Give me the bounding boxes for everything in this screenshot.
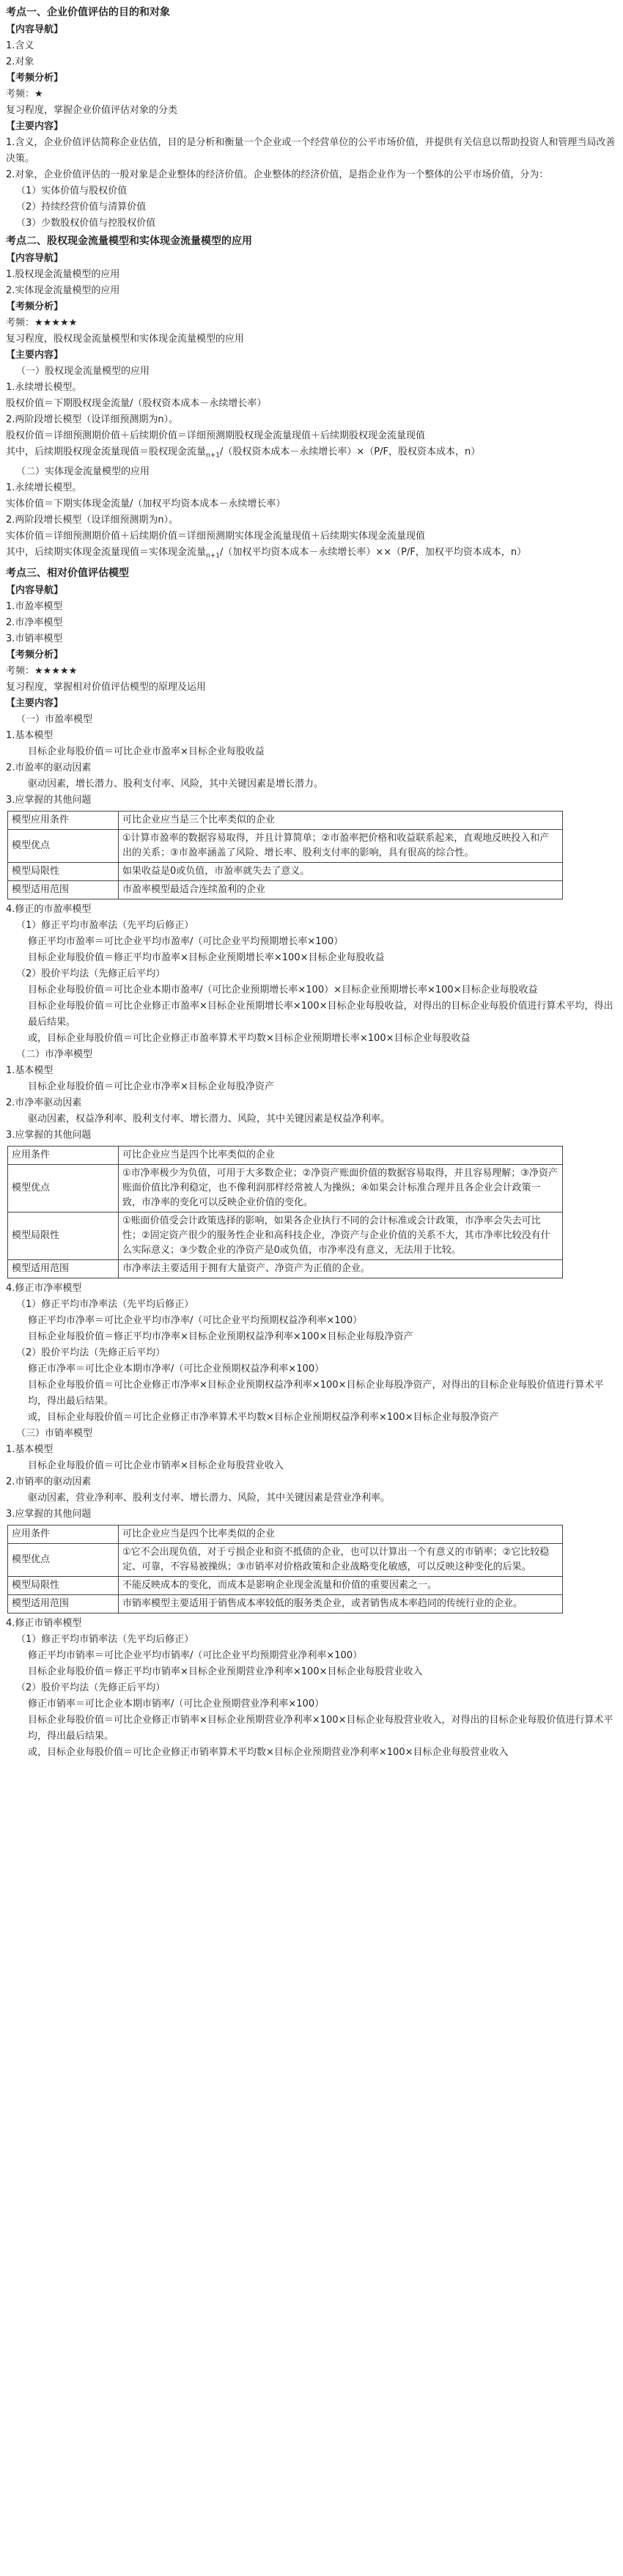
table-cell: 模型局限性 — [8, 1212, 119, 1260]
section3-nav-item: 2.市净率模型 — [6, 617, 63, 629]
table-row — [8, 1577, 563, 1595]
section1-review: 复习程度，掌握企业价值评估对象的分类 — [6, 105, 178, 116]
table-cell: 不能反映成本的变化，而成本是影响企业现金流量和价值的重要因素之一。 — [119, 1577, 563, 1595]
equity-two-stage-formula: 股权价值＝详细预测期价值＋后续期价值＝详细预测期股权现金流量现值＋后续期股权现金流量现值 — [6, 430, 426, 441]
ps-revised-formula: 修正平均市销率＝可比企业平均市销率/（可比企业平均预期营业净利率×100） — [28, 1650, 363, 1662]
entity-two-stage-formula: 实体价值＝详细预测期价值＋后续期价值＝详细预测期实体现金流量现值＋后续期实体现金流量现值 — [6, 530, 426, 542]
equity-model-heading: （一）股权现金流量模型的应用 — [16, 366, 150, 377]
section1-list-item: （2）持续经营价值与清算价值 — [16, 202, 147, 213]
pe-heading: （一）市盈率模型 — [16, 714, 93, 726]
table-row — [8, 812, 563, 830]
pb-basic-title: 1.基本模型 — [6, 1065, 54, 1077]
ps-revised-title: 4.修正市销率模型 — [6, 1618, 82, 1630]
pb-driver-title: 2.市净率驱动因素 — [6, 1097, 82, 1109]
equity-terminal-formula: 其中，后续期股权现金流量现值＝股权现金流量$_{n+1}$/（股权资本成本－永续增长率）×（P/F，股权资本成本，n） — [6, 446, 481, 460]
table-row — [8, 881, 563, 899]
ps-driver-text: 驱动因素，营业净利率、股利支付率、增长潜力、风险，其中关键因素是营业净利率。 — [28, 1493, 391, 1504]
pb-revised-title: 4.修正市净率模型 — [6, 1283, 82, 1295]
equity-two-stage-title: 2.两阶段增长模型（设详细预测期为n）。 — [6, 414, 179, 425]
pb-revised-formula: 修正平均市净率＝可比企业平均市净率/（可比企业平均预期权益净利率×100） — [28, 1315, 363, 1327]
section1-list-item: （3）少数股权价值与控股权价值 — [16, 218, 156, 229]
ps-table — [7, 1525, 563, 1613]
section3-exam-heading: 【考频分析】 — [6, 649, 64, 661]
entity-perpetual-formula: 实体价值＝下期实体现金流量/（加权平均资本成本－永续增长率） — [6, 498, 286, 509]
pb-revised-method2: （2）股价平均法（先修正后平均） — [16, 1347, 166, 1359]
pb-driver-text: 驱动因素，权益净利率、股利支付率、增长潜力、风险，其中关键因素是权益净利率。 — [28, 1114, 391, 1125]
section1-list-item: （1）实体价值与股权价值 — [16, 185, 128, 196]
section1-nav-item: 2.对象 — [6, 56, 34, 67]
section3-main-heading: 【主要内容】 — [6, 698, 64, 710]
ps-basic-formula: 目标企业每股价值＝可比企业市销率×目标企业每股营业收入 — [28, 1460, 284, 1472]
pe-revised-formula: 修正平均市盈率＝可比企业平均市盈率/（可比企业平均预期增长率×100） — [28, 936, 344, 948]
section1-nav-item: 1.含义 — [6, 40, 34, 51]
table-cell: ①账面价值受会计政策选择的影响，如果各企业执行不同的会计标准或会计政策，市净率会失去可比性；②固定资产很少的服务性企业和高科技企业，净资产与企业价值的关系不大，其市净率比较没有什么实际意义；③少数企业的净资产是0或负值，市净率没有意义，无法用于比较。 — [119, 1212, 563, 1260]
equity-perpetual-title: 1.永续增长模型。 — [6, 382, 82, 393]
section2-review: 复习程度，股权现金流量模型和实体现金流量模型的应用 — [6, 334, 245, 345]
entity-perpetual-title: 1.永续增长模型。 — [6, 482, 82, 493]
pe-driver-text: 驱动因素，增长潜力、股利支付率、风险，其中关键因素是增长潜力。 — [28, 779, 324, 790]
pb-revised-formula: 目标企业每股价值＝可比企业修正市净率×目标企业预期权益净利率×100×目标企业每股净资产，对得出的目标企业每股价值进行算术平均，得出最后结果。 — [28, 1380, 604, 1407]
pb-other-title: 3.应掌握的其他问题 — [6, 1130, 92, 1141]
pb-revised-formula: 目标企业每股价值＝修正平均市净率×目标企业预期权益净利率×100×目标企业每股净资产 — [28, 1331, 413, 1343]
section3-nav-heading: 【内容导航】 — [6, 585, 64, 597]
entity-model-heading: （二）实体现金流量模型的应用 — [16, 465, 150, 477]
section3-nav-item: 1.市盈率模型 — [6, 601, 63, 613]
pb-revised-formula: 修正市净率＝可比企业本期市净率/（可比企业预期权益净利率×100） — [28, 1364, 325, 1375]
pe-basic-title: 1.基本模型 — [6, 730, 54, 742]
section2-exam-heading: 【考频分析】 — [6, 301, 64, 312]
table-row — [8, 1595, 563, 1613]
pe-revised-formula: 目标企业每股价值＝可比企业修正市盈率×目标企业预期增长率×100×目标企业每股收益，对得出的目标企业每股价值进行算术平均，得出最后结果。 — [28, 1001, 613, 1028]
ps-driver-title: 2.市销率的驱动因素 — [6, 1476, 92, 1488]
table-cell: 市盈率模型最适合连续盈利的企业 — [119, 881, 563, 899]
pe-revised-title: 4.修正的市盈率模型 — [6, 904, 92, 916]
table-row — [8, 1526, 563, 1544]
pe-driver-title: 2.市盈率的驱动因素 — [6, 762, 92, 774]
table-cell: 模型优点 — [8, 1544, 119, 1577]
section2-frequency: 考频：★★★★★ — [6, 317, 78, 328]
equity-perpetual-formula: 股权价值＝下期股权现金流量/（股权资本成本－永续增长率） — [6, 398, 267, 409]
table-cell: 模型局限性 — [8, 1577, 119, 1595]
table-cell: ①市净率极少为负值，可用于大多数企业；②净资产账面价值的数据容易取得，并且容易理解；③净资产账面价值比净利稳定，也不像利润那样经常被人为操纵；④如果会计标准合理并且各企业会计政策一致，市净率的变化可以反映企业价值的变化。 — [119, 1165, 563, 1212]
pe-revised-formula: 目标企业每股价值＝可比企业本期市盈率/（可比企业预期增长率×100）×目标企业预期增长率×100×目标企业每股收益 — [28, 985, 538, 996]
pe-basic-formula: 目标企业每股价值＝可比企业市盈率×目标企业每股收益 — [28, 746, 265, 758]
section1-object: 2.对象，企业价值评估的一般对象是企业整体的经济价值。企业整体的经济价值，是指企业作为一个整体的公平市场价值，分为： — [6, 169, 549, 180]
section1-title: 考点一、企业价值评估的目的和对象 — [6, 7, 170, 18]
pb-revised-formula: 或，目标企业每股价值＝可比企业修正市净率算术平均数×目标企业预期权益净利率×100×目标企业每股净资产 — [28, 1412, 499, 1424]
pe-revised-method2: （2）股价平均法（先修正后平均） — [16, 968, 166, 980]
table-cell: 模型局限性 — [8, 863, 119, 881]
pe-revised-method1: （1）修正平均市盈率法（先平均后修正） — [16, 920, 194, 932]
ps-revised-formula: 目标企业每股价值＝修正平均市销率×目标企业预期营业净利率×100×目标企业每股营业收入 — [28, 1666, 423, 1678]
ps-revised-formula: 目标企业每股价值＝可比企业修正市销率×目标企业预期营业净利率×100×目标企业每股营业收入，对得出的目标企业每股价值进行算术平均，得出最后结果。 — [28, 1715, 613, 1743]
table-cell: 可比企业应当是三个比率类似的企业 — [119, 812, 563, 830]
pb-heading: （二）市净率模型 — [16, 1049, 93, 1061]
table-cell: 应用条件 — [8, 1526, 119, 1544]
table-cell: 市销率模型主要适用于销售成本率较低的服务类企业，或者销售成本率趋同的传统行业的企业。 — [119, 1595, 563, 1613]
table-cell: 模型优点 — [8, 1165, 119, 1212]
table-cell: 应用条件 — [8, 1147, 119, 1165]
table-cell: 模型优点 — [8, 830, 119, 863]
section1-definition: 1.含义，企业价值评估简称企业估值，目的是分析和衡量一个企业或一个经营单位的公平市场价值，并提供有关信息以帮助投资人和管理当局改善决策。 — [6, 137, 616, 164]
ps-revised-method1: （1）修正平均市销率法（先平均后修正） — [16, 1634, 194, 1646]
pe-other-title: 3.应掌握的其他问题 — [6, 795, 92, 806]
section3-title: 考点三、相对价值评估模型 — [6, 567, 129, 580]
table-cell: ①它不会出现负值，对于亏损企业和资不抵债的企业，也可以计算出一个有意义的市销率；②它比较稳定、可靠，不容易被操纵；③市销率对价格政策和企业战略变化敏感，可以反映这种变化的后果。 — [119, 1544, 563, 1577]
table-row — [8, 863, 563, 881]
section1-frequency: 考频：★ — [6, 89, 43, 100]
ps-revised-formula: 或，目标企业每股价值＝可比企业修正市销率算术平均数×目标企业预期营业净利率×100×目标企业每股营业收入 — [28, 1747, 509, 1759]
ps-other-title: 3.应掌握的其他问题 — [6, 1509, 92, 1520]
section2-nav-heading: 【内容导航】 — [6, 253, 64, 264]
section3-frequency: 考频：★★★★★ — [6, 666, 78, 677]
table-row — [8, 1544, 563, 1577]
table-cell: 可比企业应当是四个比率类似的企业 — [119, 1147, 563, 1165]
table-cell: 可比企业应当是四个比率类似的企业 — [119, 1526, 563, 1544]
table-cell: 模型适用范围 — [8, 881, 119, 899]
table-row — [8, 1165, 563, 1212]
table-row — [8, 1147, 563, 1165]
table-cell: 如果收益是0或负值，市盈率就失去了意义。 — [119, 863, 563, 881]
table-cell: ①计算市盈率的数据容易取得，并且计算简单；②市盈率把价格和收益联系起来，直观地反映投入和产出的关系；③市盈率涵盖了风险、增长率、股利支付率的影响，具有很高的综合性。 — [119, 830, 563, 863]
entity-two-stage-title: 2.两阶段增长模型（设详细预测期为n）。 — [6, 514, 179, 526]
table-cell: 模型适用范围 — [8, 1595, 119, 1613]
table-row — [8, 1212, 563, 1260]
section1-nav-heading: 【内容导航】 — [6, 24, 64, 35]
section2-main-heading: 【主要内容】 — [6, 350, 64, 361]
section3-review: 复习程度，掌握相对价值评估模型的原理及运用 — [6, 682, 207, 693]
table-cell: 模型适用范围 — [8, 1260, 119, 1278]
pe-table — [7, 811, 563, 899]
pb-table — [7, 1146, 563, 1278]
pe-revised-formula: 或，目标企业每股价值＝可比企业修正市盈率算术平均数×目标企业预期增长率×100×目标企业每股收益 — [28, 1033, 471, 1045]
table-row — [8, 830, 563, 863]
section1-main-heading: 【主要内容】 — [6, 121, 64, 132]
section3-nav-item: 3.市销率模型 — [6, 633, 63, 645]
section2-title: 考点二、股权现金流量模型和实体现金流量模型的应用 — [6, 235, 252, 247]
table-row — [8, 1260, 563, 1278]
pe-revised-formula: 目标企业每股价值＝修正平均市盈率×目标企业预期增长率×100×目标企业每股收益 — [28, 952, 385, 964]
pb-basic-formula: 目标企业每股价值＝可比企业市净率×目标企业每股净资产 — [28, 1081, 274, 1093]
table-cell: 模型应用条件 — [8, 812, 119, 830]
section2-nav-item: 1.股权现金流量模型的应用 — [6, 269, 120, 280]
ps-basic-title: 1.基本模型 — [6, 1444, 54, 1456]
section2-nav-item: 2.实体现金流量模型的应用 — [6, 285, 120, 296]
ps-revised-formula: 修正市销率＝可比企业本期市销率/（可比企业预期营业净利率×100） — [28, 1699, 325, 1710]
entity-terminal-formula: 其中，后续期实体现金流量现值＝实体现金流量$_{n+1}$/（加权平均资本成本－永续增长率）××（P/F，加权平均资本成本，n） — [6, 546, 527, 560]
section1-exam-heading: 【考频分析】 — [6, 73, 64, 84]
ps-revised-method2: （2）股价平均法（先修正后平均） — [16, 1682, 166, 1694]
table-cell: 市净率法主要适用于拥有大量资产、净资产为正值的企业。 — [119, 1260, 563, 1278]
ps-heading: （三）市销率模型 — [16, 1428, 93, 1440]
pb-revised-method1: （1）修正平均市净率法（先平均后修正） — [16, 1299, 194, 1311]
